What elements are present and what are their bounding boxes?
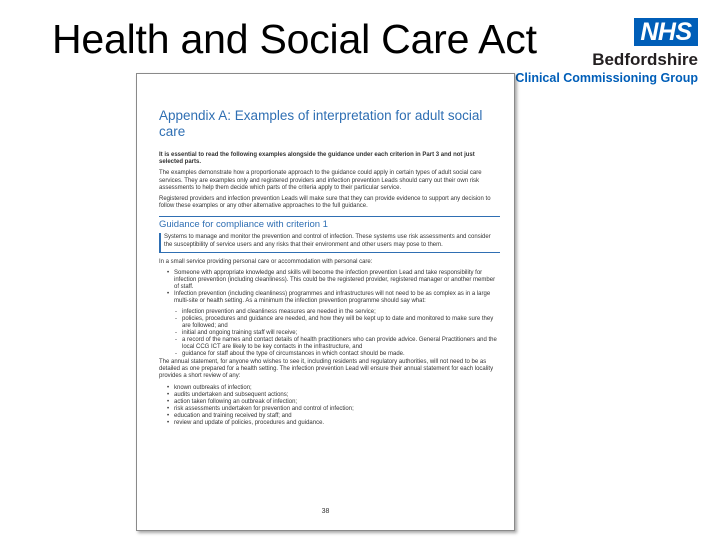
intro-paragraph: It is essential to read the following examples alongside the guidance under each criterion in Part 3 and not just selected parts. bbox=[159, 152, 475, 166]
list-item: • risk assessments undertaken for prevention and control of infection; bbox=[167, 406, 500, 413]
list-item: • action taken following an outbreak of infection; bbox=[167, 399, 500, 406]
list-item: - guidance for staff about the type of circumstances in which contact should be made. bbox=[175, 351, 500, 358]
list-item: • Infection prevention (including cleanliness) programmes and infrastructures will not need to be as complex as in a large multi-site or health setting. As a minimum the infection prevention programme should say what: bbox=[167, 291, 500, 305]
list-item: • known outbreaks of infection; bbox=[167, 385, 500, 392]
list-item: • education and training received by staff; and bbox=[167, 413, 500, 420]
intro-paragraph: Registered providers and infection prevention Leads will make sure that they can provide evidence to support any decision to follow these examples or any other alternative approaches to the full guidance. bbox=[159, 196, 491, 210]
document-page bbox=[136, 73, 515, 531]
annual-items-list bbox=[167, 385, 500, 427]
list-item: - initial and ongoing training staff will receive; bbox=[175, 330, 500, 337]
nhs-badge: NHS bbox=[634, 18, 698, 46]
list-item: - a record of the names and contact details of health practitioners who can provide advice. General Practitioners and the local CCG ICT are likely to be key contacts in the infrastructure, and bbox=[175, 337, 500, 351]
list-item: • Someone with appropriate knowledge and skills will become the infection prevention Lead and take responsibility for infection prevention (including cleanliness). This could be the registered provider, registered manager or another member of staff. bbox=[167, 270, 500, 291]
intro-paragraph: The examples demonstrate how a proportionate approach to the guidance could apply in certain types of adult social care services. They are examples only and registered providers and infection prevention Leads should carry out their own risk assessments to help them decide which parts of the criteria apply to their particular service. bbox=[159, 170, 482, 191]
criterion-box: Systems to manage and monitor the prevention and control of infection. These systems use risk assessments and consider the susceptibility of service users and any risks that their environment and other users may pose to them. bbox=[159, 233, 500, 252]
bullet-list bbox=[167, 270, 500, 305]
criterion-heading: Guidance for compliance with criterion 1 bbox=[159, 216, 500, 230]
organisation-name: Bedfordshire bbox=[592, 50, 698, 69]
list-item: - infection prevention and cleanliness measures are needed in the service; bbox=[175, 309, 500, 316]
sub-bullet-list bbox=[175, 309, 500, 358]
page-number: 38 bbox=[321, 508, 330, 515]
list-item: • audits undertaken and subsequent actions; bbox=[167, 392, 500, 399]
organisation-subtitle: Clinical Commissioning Group bbox=[515, 71, 698, 85]
list-item: • review and update of policies, procedures and guidance. bbox=[167, 420, 500, 427]
slide-title: Health and Social Care Act bbox=[52, 16, 537, 62]
small-service-intro: In a small service providing personal care or accommodation with personal care: bbox=[159, 258, 373, 265]
annual-statement: The annual statement, for anyone who wishes to see it, including residents and regulatory authorities, will not need to be as detailed as one prepared for a health setting. The infection prevention Lead will ensure their annual statement for each locality provides a short review of any: bbox=[159, 359, 494, 380]
nhs-logo bbox=[515, 18, 698, 88]
list-item: - policies, procedures and guidance are needed, and how they will be kept up to date and monitored to make sure they are followed; and bbox=[175, 316, 500, 330]
document-heading: Appendix A: Examples of interpretation for adult social care bbox=[159, 108, 483, 139]
